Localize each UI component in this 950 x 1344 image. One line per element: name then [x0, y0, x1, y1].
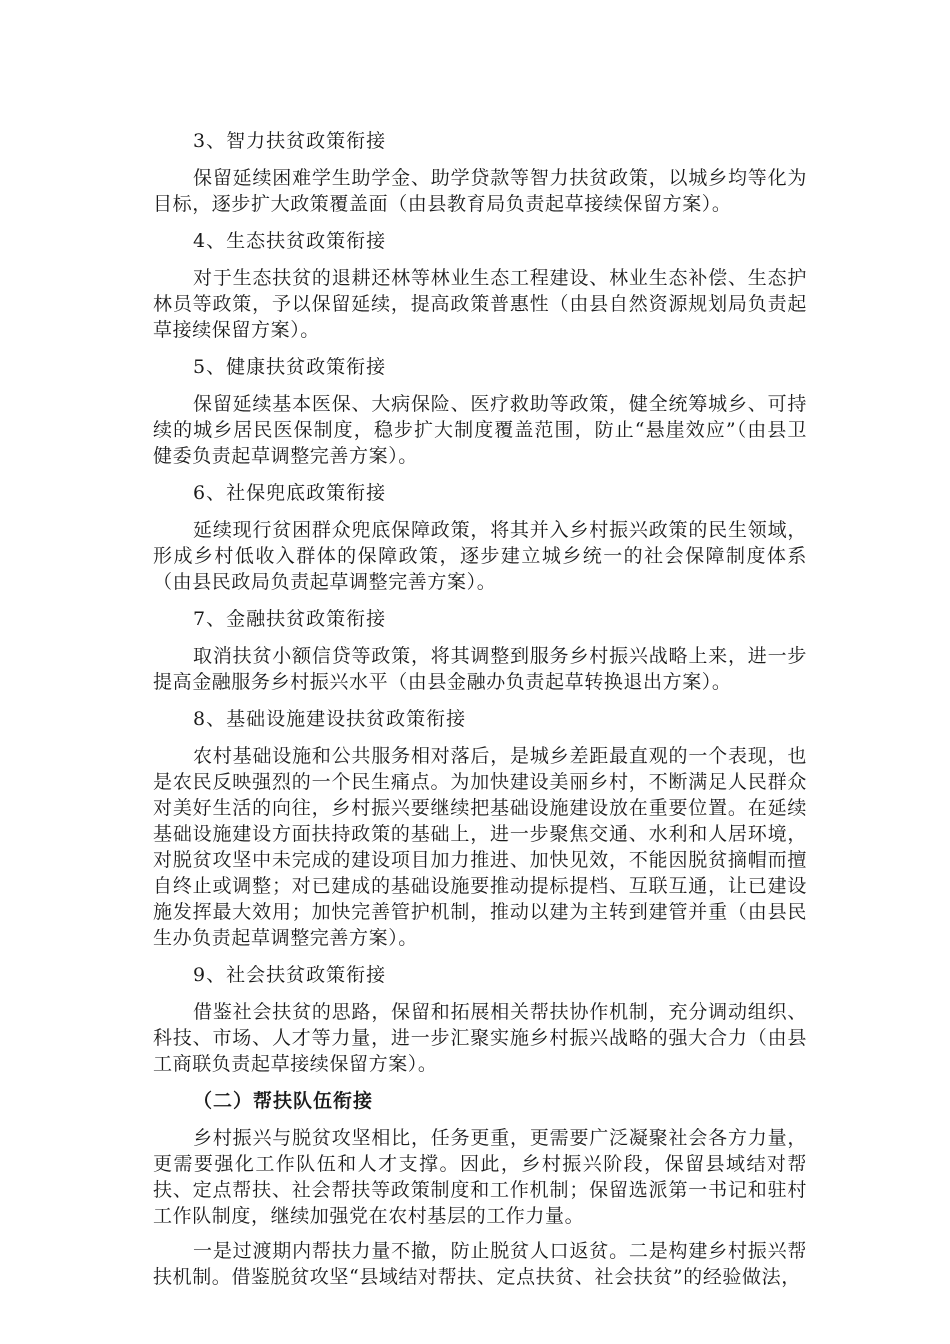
- heading-infrastructure: 8、基础设施建设扶贫政策衔接: [193, 708, 467, 730]
- paragraph-social-poverty: 借鉴社会扶贫的思路，保留和拓展相关帮扶协作机制，充分调动组织、科技、市场、人才等力量，进一步汇聚实施乡村振兴战略的强大合力（由县工商联负责起草接续保留方案）。: [153, 1001, 807, 1075]
- heading-health-poverty: 5、健康扶贫政策衔接: [193, 356, 387, 378]
- paragraph-support-measures: 一是过渡期内帮扶力量不撤，防止脱贫人口返贫。二是构建乡村振兴帮扶机制。借鉴脱贫攻坚“县域结对帮扶、定点扶贫、社会扶贫”的经验做法，: [153, 1240, 807, 1288]
- heading-ecological-poverty: 4、生态扶贫政策衔接: [193, 230, 387, 252]
- paragraph-support-team: 乡村振兴与脱贫攻坚相比，任务更重，更需要广泛凝聚社会各方力量，更需要强化工作队伍和人才支撑。因此，乡村振兴阶段，保留县域结对帮扶、定点帮扶、社会帮扶等政策制度和工作机制；保留选派第一书记和驻村工作队制度，继续加强党在农村基层的工作力量。: [153, 1127, 807, 1227]
- heading-social-security: 6、社保兜底政策衔接: [193, 482, 387, 504]
- paragraph-social-security: 延续现行贫困群众兜底保障政策，将其并入乡村振兴政策的民生领域，形成乡村低收入群体的保障政策，逐步建立城乡统一的社会保障制度体系（由县民政局负责起草调整完善方案）。: [153, 519, 807, 593]
- paragraph-infrastructure: 农村基础设施和公共服务相对落后，是城乡差距最直观的一个表现，也是农民反映强烈的一个民生痛点。为加快建设美丽乡村，不断满足人民群众对美好生活的向往，乡村振兴要继续把基础设施建设放在重要位置。在延续基础设施建设方面扶持政策的基础上，进一步聚焦交通、水利和人居环境，对脱贫攻坚中未完成的建设项目加力推进、加快见效，不能因脱贫摘帽而擅自终止或调整；对已建成的基础设施要推动提标提档、互联互通，让已建设施发挥最大效用；加快完善管护机制，推动以建为主转到建管并重（由县民生办负责起草调整完善方案）。: [153, 745, 807, 949]
- paragraph-health-poverty: 保留延续基本医保、大病保险、医疗救助等政策，健全统筹城乡、可持续的城乡居民医保制度，稳步扩大制度覆盖范围，防止“悬崖效应”（由县卫健委负责起草调整完善方案）。: [153, 393, 807, 467]
- section-heading-support-team: （二）帮扶队伍衔接: [193, 1090, 374, 1112]
- paragraph-intellectual-poverty: 保留延续困难学生助学金、助学贷款等智力扶贫政策，以城乡均等化为目标，逐步扩大政策覆盖面（由县教育局负责起草接续保留方案）。: [153, 167, 807, 215]
- heading-financial-poverty: 7、金融扶贫政策衔接: [193, 608, 387, 630]
- paragraph-ecological-poverty: 对于生态扶贫的退耕还林等林业生态工程建设、林业生态补偿、生态护林员等政策，予以保留延续，提高政策普惠性（由县自然资源规划局负责起草接续保留方案）。: [153, 267, 807, 341]
- paragraph-financial-poverty: 取消扶贫小额信贷等政策，将其调整到服务乡村振兴战略上来，进一步提高金融服务乡村振兴水平（由县金融办负责起草转换退出方案）。: [153, 645, 807, 693]
- document-body: [153, 126, 807, 1299]
- heading-intellectual-poverty: 3、智力扶贫政策衔接: [193, 130, 387, 152]
- heading-social-poverty: 9、社会扶贫政策衔接: [193, 964, 387, 986]
